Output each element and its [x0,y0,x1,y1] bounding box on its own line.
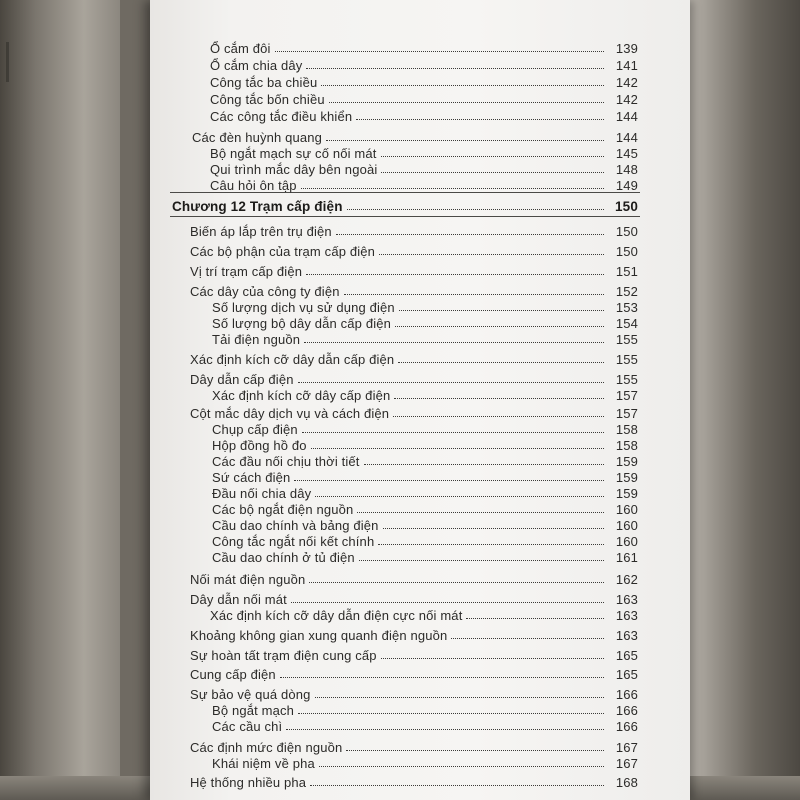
toc-entry [190,261,638,279]
entry-page: 139 [615,41,638,56]
entry-page: 142 [615,75,638,90]
dot-leader [310,785,604,786]
entry-page: 165 [615,648,638,663]
dot-leader [302,432,604,433]
entry-page: 152 [615,284,638,299]
dot-leader [383,528,604,529]
entry-title: Vị trí trạm cấp điện [190,264,303,279]
dot-leader [306,68,604,69]
entry-title: Cầu dao chính và bảng điện [212,518,379,533]
dot-leader [393,416,604,417]
entry-title: Ổ cắm đôi [210,41,271,56]
toc-entry [210,72,638,90]
entry-page: 157 [615,406,638,421]
entry-page: 154 [615,316,638,331]
entry-page: 163 [615,608,638,623]
entry-title: Hệ thống nhiều pha [190,775,307,790]
entry-page: 141 [615,58,638,73]
entry-page: 155 [615,332,638,347]
toc-entry [212,716,638,734]
dot-leader [359,560,604,561]
entry-title: Xác định kích cỡ dây cấp điện [212,388,391,403]
toc-entry [190,349,638,367]
entry-page: 163 [615,628,638,643]
dot-leader [398,362,604,363]
entry-page: 144 [615,109,638,124]
entry-title: Cầu dao chính ở tủ điện [212,550,355,565]
entry-title: Nối mát điện nguồn [190,572,306,587]
left-page-edge [0,0,120,800]
toc-entry [190,772,638,790]
dot-leader [379,254,604,255]
entry-title: Các đầu nối chịu thời tiết [212,454,360,469]
entry-title: Bộ ngắt mạch [212,703,295,718]
entry-page: 157 [615,388,638,403]
toc-entry [190,241,638,259]
entry-page: 160 [615,534,638,549]
entry-title: Sự hoàn tất trạm điện cung cấp [190,648,377,663]
dot-leader [315,697,604,698]
dot-leader [291,602,604,603]
dot-leader [381,156,604,157]
dot-leader [309,582,604,583]
entry-title: Sứ cách điện [212,470,291,485]
dot-leader [451,638,604,639]
dot-leader [347,209,604,210]
dot-leader [275,51,604,52]
dot-leader [344,294,604,295]
toc-entry [210,38,638,56]
toc-entry [210,106,638,124]
dot-leader [399,310,604,311]
dot-leader [329,102,604,103]
dot-leader [298,382,604,383]
entry-title: Công tắc ba chiều [210,75,318,90]
entry-page: 166 [615,719,638,734]
entry-page: 151 [615,264,638,279]
toc-entry [212,753,638,771]
entry-title: Xác định kích cỡ dây dẫn điện cực nối mát [210,608,463,623]
entry-page: 167 [615,740,638,755]
dot-leader [311,448,604,449]
dot-leader [306,274,604,275]
toc-entry [210,55,638,73]
toc-entry [190,569,638,587]
entry-page: 145 [615,146,638,161]
entry-title: Các bộ phận của trạm cấp điện [190,244,376,259]
entry-title: Công tắc bốn chiều [210,92,325,107]
entry-page: 159 [615,470,638,485]
entry-title: Bộ ngắt mạch sự cố nối mát [210,146,377,161]
entry-page: 162 [615,572,638,587]
entry-title: Câu hỏi ôn tập [210,178,297,193]
entry-page: 160 [615,502,638,517]
dot-leader [381,658,604,659]
toc-entry [190,645,638,663]
dot-leader [346,750,604,751]
entry-title: Chụp cấp điện [212,422,298,437]
entry-title: Ổ cắm chia dây [210,58,303,73]
toc-entry [212,329,638,347]
dot-leader [394,398,604,399]
entry-page: 155 [615,372,638,387]
entry-page: 158 [615,438,638,453]
dot-leader [326,140,604,141]
entry-title: Tải điện nguồn [212,332,301,347]
entry-page: 165 [615,667,638,682]
toc-entry [190,664,638,682]
entry-page: 150 [615,224,638,239]
chapter-heading [172,196,638,214]
entry-page: 158 [615,422,638,437]
toc-entry [210,175,638,193]
toc-entry [190,625,638,643]
entry-page: 148 [615,162,638,177]
dot-leader [466,618,604,619]
dot-leader [315,496,604,497]
entry-page: 149 [615,178,638,193]
toc-entry [190,221,638,239]
entry-page: 159 [615,454,638,469]
book-page [150,0,690,800]
toc-entry [212,385,638,403]
entry-title: Qui trình mắc dây bên ngoài [210,162,378,177]
dot-leader [336,234,604,235]
right-background [688,0,800,800]
entry-title: Biến áp lắp trên trụ điện [190,224,332,239]
dot-leader [381,172,604,173]
chapter-page: 150 [615,199,638,214]
dot-leader [321,85,604,86]
dot-leader [298,713,604,714]
entry-title: Dây dẫn nối mát [190,592,287,607]
entry-title: Khái niệm về pha [212,756,315,771]
entry-title: Các bộ ngắt điện nguồn [212,502,354,517]
dot-leader [356,119,604,120]
dot-leader [286,729,604,730]
entry-page: 144 [615,130,638,145]
toc-entry [212,547,638,565]
entry-title: Cột mắc dây dịch vụ và cách điện [190,406,390,421]
entry-page: 159 [615,486,638,501]
entry-title: Sự bảo vệ quá dòng [190,687,311,702]
entry-title: Số lượng bộ dây dẫn cấp điện [212,316,391,331]
toc-entry [210,89,638,107]
entry-title: Hộp đồng hồ đo [212,438,307,453]
entry-title: Các cầu chì [212,719,283,734]
chapter-title: Chương 12 Trạm cấp điện [172,199,343,214]
dot-leader [280,677,604,678]
entry-title: Số lượng dịch vụ sử dụng điện [212,300,395,315]
entry-page: 168 [615,775,638,790]
entry-title: Cung cấp điện [190,667,276,682]
spine-mark [6,42,19,82]
entry-title: Các dây của công ty điện [190,284,340,299]
dot-leader [294,480,604,481]
dot-leader [301,188,604,189]
entry-page: 161 [615,550,638,565]
entry-page: 155 [615,352,638,367]
entry-title: Các đèn huỳnh quang [192,130,323,145]
dot-leader [304,342,604,343]
dot-leader [395,326,604,327]
entry-title: Khoảng không gian xung quanh điện nguồn [190,628,448,643]
toc-entry [210,605,638,623]
entry-page: 166 [615,687,638,702]
entry-page: 163 [615,592,638,607]
entry-page: 150 [615,244,638,259]
dot-leader [378,544,604,545]
dot-leader [364,464,604,465]
entry-page: 166 [615,703,638,718]
entry-page: 142 [615,92,638,107]
table-of-contents [150,0,690,800]
entry-page: 153 [615,300,638,315]
entry-title: Công tắc ngắt nối kết chính [212,534,375,549]
entry-page: 167 [615,756,638,771]
dot-leader [357,512,604,513]
dot-leader [319,766,604,767]
entry-title: Đầu nối chia dây [212,486,312,501]
entry-title: Các công tắc điều khiển [210,109,353,124]
entry-title: Dây dẫn cấp điện [190,372,294,387]
entry-title: Các định mức điện nguồn [190,740,343,755]
entry-title: Xác định kích cỡ dây dẫn cấp điện [190,352,395,367]
entry-page: 160 [615,518,638,533]
